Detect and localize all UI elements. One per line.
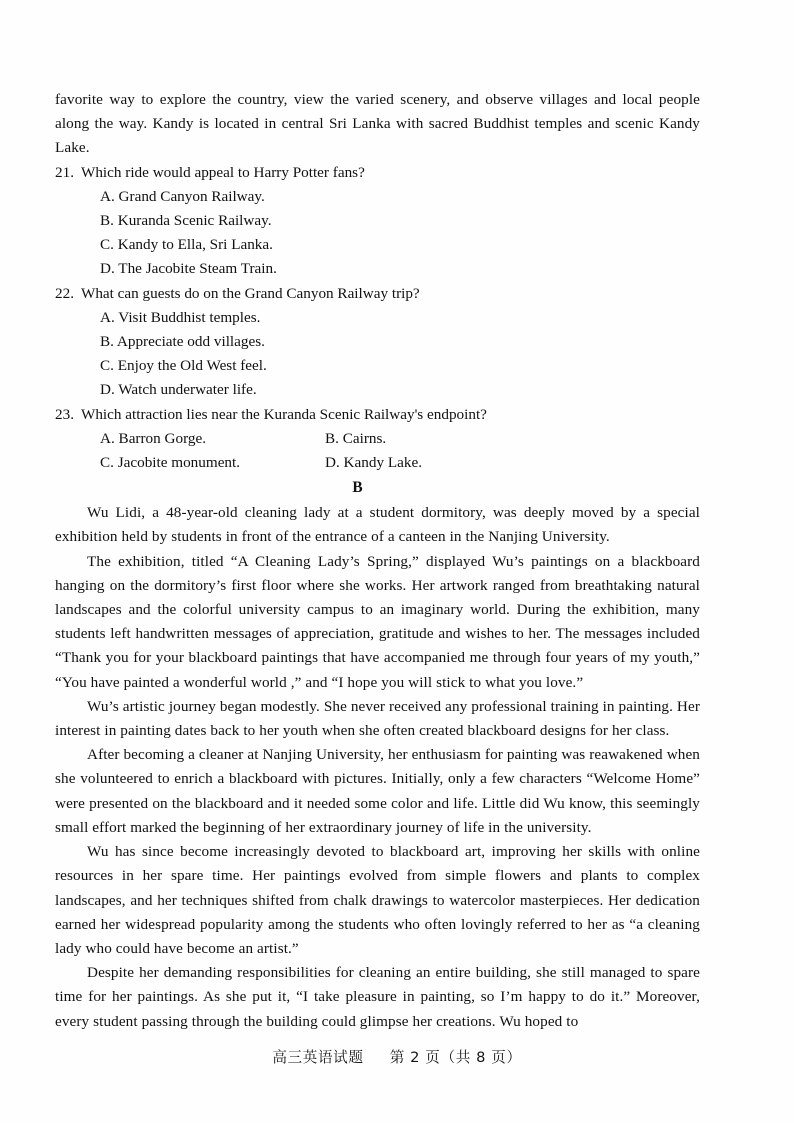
section-b-paragraph-5: Wu has since become increasingly devoted to blackboard art, improving her skills with online resources in her spare time. Her paintings evolved from simple flowers and plants to complex landscapes, and her techniques shifted from chalk drawings to watercolor masterpieces. Her dedication earned her widespread popularity among the students who often lovingly referred to her as “a cleaning lady who could have become an artist.” bbox=[55, 843, 700, 957]
page-footer bbox=[0, 1046, 794, 1067]
section-b-paragraph-4: After becoming a cleaner at Nanjing University, her enthusiasm for painting was reawakened when she volunteered to enrich a blackboard with pictures. Initially, only a few characters “Welcome Home” were presented on the blackboard and it needed some color and life. Little did Wu know, this seemingly small effort marked the beginning of her extraordinary journey of life in the university. bbox=[55, 746, 700, 836]
question-21-text: Which ride would appeal to Harry Potter fans? bbox=[81, 163, 365, 181]
question-23-option-c[interactable]: C. Jacobite monument. bbox=[100, 454, 241, 472]
question-21-option-c[interactable]: C. Kandy to Ella, Sri Lanka. bbox=[100, 236, 273, 254]
section-b-paragraph-3: Wu’s artistic journey began modestly. She never received any professional training in painting. Her interest in painting dates back to her youth when she often created blackboard designs for her class. bbox=[55, 697, 700, 740]
section-b-paragraph-1: Wu Lidi, a 48-year-old cleaning lady at a student dormitory, was deeply moved by a special exhibition held by students in front of the entrance of a canteen in the Nanjing University. bbox=[55, 504, 700, 546]
question-23-text: Which attraction lies near the Kuranda Scenic Railway's endpoint? bbox=[81, 405, 487, 423]
footer-page-marker: 第 2 页（共 8 页） bbox=[389, 1049, 522, 1066]
question-22-number: 22. bbox=[55, 284, 74, 302]
footer-spacer bbox=[369, 1049, 385, 1066]
question-22-option-a[interactable]: A. Visit Buddhist temples. bbox=[100, 308, 261, 326]
question-23-stem bbox=[55, 403, 700, 427]
question-22-option-c[interactable]: C. Enjoy the Old West feel. bbox=[100, 357, 267, 375]
question-21-option-a[interactable]: A. Grand Canyon Railway. bbox=[100, 187, 265, 205]
question-21-option-d[interactable]: D. The Jacobite Steam Train. bbox=[100, 260, 277, 278]
question-21-option-b[interactable]: B. Kuranda Scenic Railway. bbox=[100, 212, 272, 230]
question-22 bbox=[55, 282, 700, 403]
question-23-option-row-2 bbox=[55, 451, 700, 475]
section-b-heading: B bbox=[352, 479, 363, 497]
question-21-stem bbox=[55, 161, 700, 185]
question-23-number: 23. bbox=[55, 405, 74, 423]
question-22-option-b[interactable]: B. Appreciate odd villages. bbox=[100, 333, 265, 351]
section-b-paragraph-2: The exhibition, titled “A Cleaning Lady’s Spring,” displayed Wu’s paintings on a blackboard hanging on the dormitory’s first floor where she works. Her artwork ranged from breathtaking natural landscapes and the colorful university campus to an imaginary world. During the exhibition, many students left handwritten messages of appreciation, gratitude and wishes to her. The messages included “Thank you for your blackboard paintings that have accompanied me through four years of my youth,” “You have painted a wonderful world ,” and “I hope you will stick to what you love.” bbox=[55, 552, 700, 691]
question-21-number: 21. bbox=[55, 163, 74, 181]
question-22-stem bbox=[55, 282, 700, 306]
passage-a-continuation: favorite way to explore the country, view the varied scenery, and observe villages and local people along the way. Kandy is located in central Sri Lanka with sacred Buddhist temples and scenic Kandy Lake. bbox=[55, 91, 700, 157]
question-22-option-d[interactable]: D. Watch underwater life. bbox=[100, 381, 257, 399]
question-22-text: What can guests do on the Grand Canyon Railway trip? bbox=[81, 284, 420, 302]
question-23-option-row-1 bbox=[55, 427, 700, 451]
question-23-option-b[interactable]: B. Cairns. bbox=[325, 429, 387, 447]
question-21 bbox=[55, 161, 700, 282]
section-b-paragraph-6: Despite her demanding responsibilities for cleaning an entire building, she still managed to spare time for her paintings. As she put it, “I take pleasure in painting, so I’m happy to do it.” Moreover, every student passing through the building could glimpse her creations. Wu hoped to bbox=[55, 964, 700, 1030]
question-23 bbox=[55, 403, 700, 476]
page-content bbox=[55, 88, 700, 1034]
question-23-option-a[interactable]: A. Barron Gorge. bbox=[100, 429, 207, 447]
footer-paper-label: 高三英语试题 bbox=[272, 1049, 364, 1066]
question-23-option-d[interactable]: D. Kandy Lake. bbox=[325, 454, 422, 472]
